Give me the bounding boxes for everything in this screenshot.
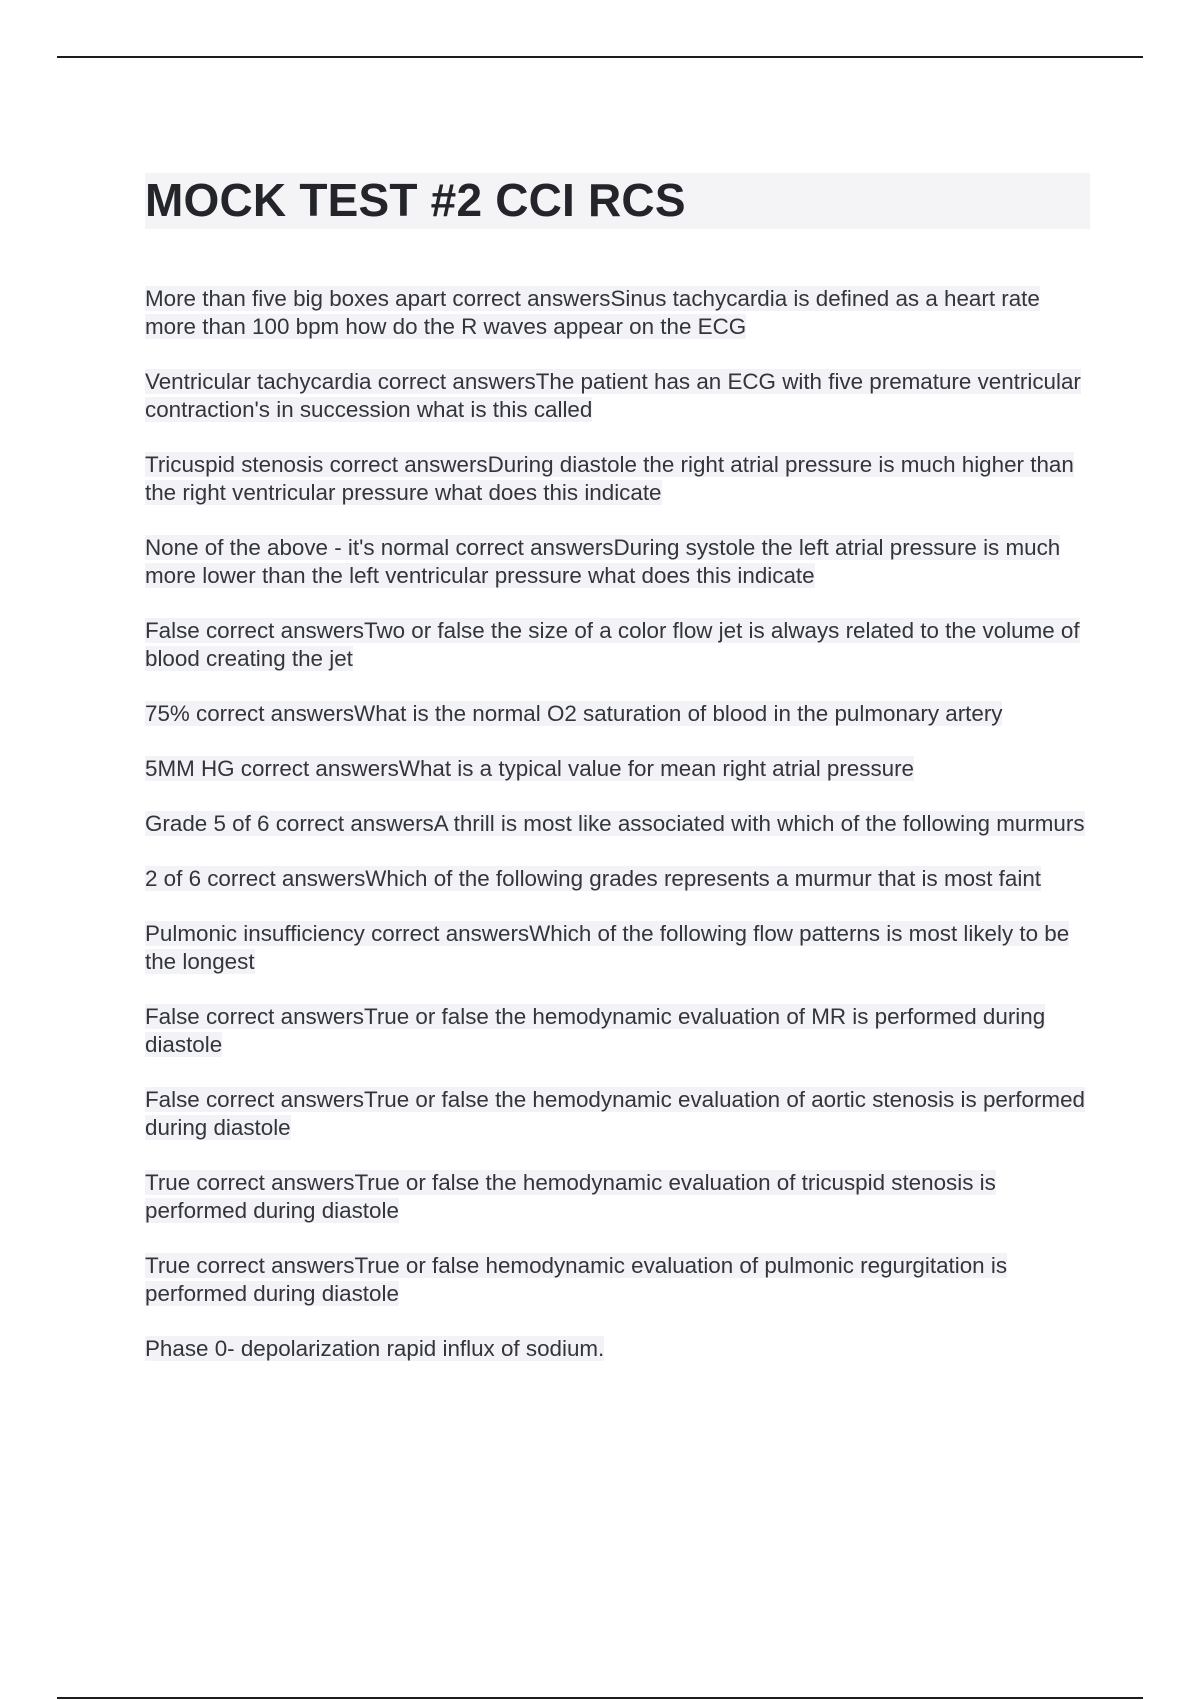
qa-item-text: Phase 0- depolarization rapid influx of sodium. bbox=[145, 1336, 605, 1361]
qa-item bbox=[145, 755, 1090, 783]
qa-item bbox=[145, 1169, 1090, 1225]
qa-item-text: False correct answersTrue or false the hemodynamic evaluation of MR is performed during diastole bbox=[145, 1004, 1046, 1057]
qa-item-text: More than five big boxes apart correct answersSinus tachycardia is defined as a heart rate more than 100 bpm how do the R waves appear on the ECG bbox=[145, 286, 1040, 339]
qa-item-text: False correct answersTwo or false the size of a color flow jet is always related to the volume of blood creating the jet bbox=[145, 618, 1080, 671]
qa-item bbox=[145, 1003, 1090, 1059]
qa-item-text: Pulmonic insufficiency correct answersWhich of the following flow patterns is most likely to be the longest bbox=[145, 921, 1070, 974]
qa-item bbox=[145, 451, 1090, 507]
qa-item bbox=[145, 285, 1090, 341]
qa-list bbox=[145, 285, 1090, 1363]
qa-item-text: 2 of 6 correct answersWhich of the following grades represents a murmur that is most faint bbox=[145, 866, 1042, 891]
qa-item-text: True correct answersTrue or false hemodynamic evaluation of pulmonic regurgitation is performed during diastole bbox=[145, 1253, 1008, 1306]
qa-item bbox=[145, 1252, 1090, 1308]
top-divider bbox=[57, 56, 1143, 58]
qa-item bbox=[145, 1335, 1090, 1363]
qa-item-text: None of the above - it's normal correct answersDuring systole the left atrial pressure is much more lower than the left ventricular pressure what does this indicate bbox=[145, 535, 1061, 588]
qa-item-text: False correct answersTrue or false the hemodynamic evaluation of aortic stenosis is performed during diastole bbox=[145, 1087, 1085, 1140]
qa-item bbox=[145, 700, 1090, 728]
qa-item bbox=[145, 865, 1090, 893]
page-title-text: MOCK TEST #2 CCI RCS bbox=[145, 174, 686, 226]
qa-item-text: True correct answersTrue or false the hemodynamic evaluation of tricuspid stenosis is performed during diastole bbox=[145, 1170, 996, 1223]
document-body bbox=[145, 173, 1090, 1390]
qa-item bbox=[145, 920, 1090, 976]
qa-item bbox=[145, 1086, 1090, 1142]
qa-item bbox=[145, 810, 1090, 838]
qa-item-text: 75% correct answersWhat is the normal O2 saturation of blood in the pulmonary artery bbox=[145, 701, 1003, 726]
qa-item-text: Grade 5 of 6 correct answersA thrill is most like associated with which of the following murmurs bbox=[145, 811, 1085, 836]
qa-item-text: 5MM HG correct answersWhat is a typical value for mean right atrial pressure bbox=[145, 756, 915, 781]
qa-item bbox=[145, 534, 1090, 590]
qa-item bbox=[145, 617, 1090, 673]
page-title bbox=[145, 173, 1090, 229]
qa-item-text: Tricuspid stenosis correct answersDuring diastole the right atrial pressure is much higher than the right ventricular pressure what does this indicate bbox=[145, 452, 1074, 505]
qa-item bbox=[145, 368, 1090, 424]
qa-item-text: Ventricular tachycardia correct answersThe patient has an ECG with five premature ventricular contraction's in succession what is this called bbox=[145, 369, 1081, 422]
bottom-divider bbox=[57, 1697, 1143, 1699]
